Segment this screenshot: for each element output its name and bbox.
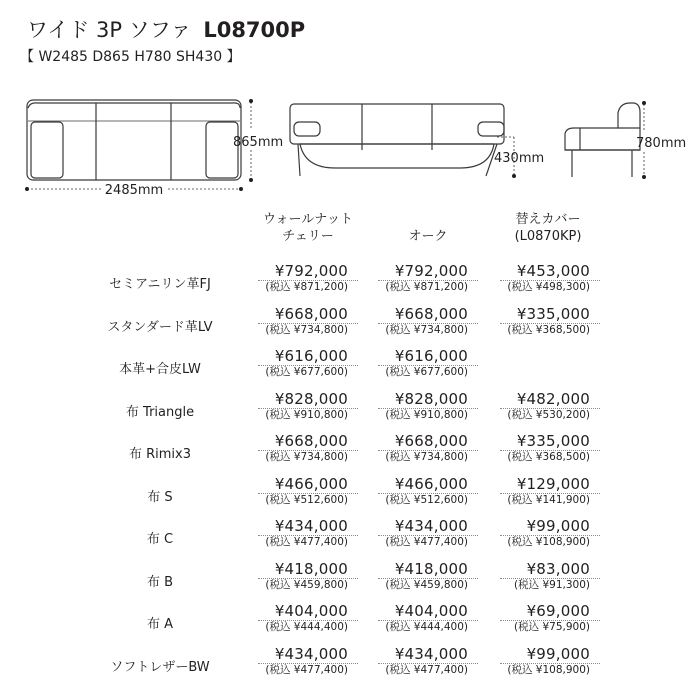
price-with-tax: (税込 ¥871,200): [385, 281, 468, 293]
price-with-tax: (税込 ¥530,200): [507, 408, 590, 421]
price-with-tax: (税込 ¥459,800): [385, 578, 468, 591]
price-cell: [470, 306, 590, 337]
price-cell: [348, 476, 468, 507]
price-cell: [228, 646, 348, 677]
price-with-tax: (税込 ¥498,300): [507, 281, 590, 293]
price-with-tax: (税込 ¥734,800): [385, 323, 468, 336]
dotted-rule: [500, 620, 600, 621]
price-with-tax: (税込 ¥75,900): [514, 621, 590, 633]
column-header-replacement-cover: 替えカバー (L0870KP): [514, 212, 582, 244]
dotted-rule: [500, 450, 600, 451]
price-cell: [228, 561, 348, 592]
price-cell: [348, 646, 468, 677]
price-cell: [228, 306, 348, 337]
price-with-tax: (税込 ¥477,400): [265, 536, 348, 548]
row-label: 布 C: [146, 532, 174, 547]
price: ¥616,000: [274, 347, 348, 365]
row-label: 布 S: [147, 489, 173, 505]
dotted-rule: [258, 535, 358, 536]
dotted-rule: [500, 323, 600, 324]
price-cell: [228, 476, 348, 507]
price-cell: [228, 433, 348, 464]
price: ¥668,000: [274, 432, 348, 450]
dotted-rule: [258, 408, 358, 409]
dotted-rule: [378, 493, 478, 494]
price-cell: [348, 433, 468, 464]
dotted-rule: [500, 578, 600, 579]
dotted-rule: [258, 450, 358, 451]
price: ¥482,000: [516, 389, 590, 408]
dotted-rule: [258, 663, 358, 664]
row-label: 布 A: [146, 617, 174, 632]
dotted-rule: [378, 365, 478, 366]
price: ¥434,000: [394, 644, 468, 663]
dotted-rule: [500, 408, 600, 409]
price-with-tax: (税込 ¥512,600): [385, 493, 468, 506]
price: ¥466,000: [274, 474, 348, 493]
price: ¥453,000: [516, 262, 590, 280]
price-cell: [228, 603, 348, 634]
price-cell: [348, 348, 468, 379]
price-cell: [470, 263, 590, 294]
price: ¥616,000: [394, 347, 468, 365]
row-label: 布 B: [146, 574, 174, 590]
price-with-tax: (税込 ¥910,800): [265, 408, 348, 421]
price: ¥434,000: [394, 517, 468, 535]
price: ¥418,000: [274, 559, 348, 578]
price-with-tax: (税込 ¥108,900): [507, 536, 590, 548]
dotted-rule: [500, 493, 600, 494]
price-with-tax: (税込 ¥734,800): [385, 451, 468, 463]
row-label: セミアニリン革FJ: [109, 277, 211, 292]
dotted-rule: [500, 280, 600, 281]
price-cell: [470, 433, 590, 464]
price-with-tax: (税込 ¥444,400): [265, 621, 348, 633]
price: ¥418,000: [394, 559, 468, 578]
dotted-rule: [258, 578, 358, 579]
row-label: 布 Triangle: [125, 404, 195, 420]
dotted-rule: [378, 578, 478, 579]
price-cell: [348, 518, 468, 549]
price: ¥792,000: [394, 262, 468, 280]
price-with-tax: (税込 ¥141,900): [507, 493, 590, 506]
price-with-tax: (税込 ¥459,800): [265, 578, 348, 591]
dotted-rule: [500, 663, 600, 664]
seat-height-label: 430mm: [494, 151, 545, 166]
price-cell: [348, 306, 468, 337]
row-label: 布 Rimix3: [128, 447, 192, 462]
dotted-rule: [378, 535, 478, 536]
dotted-rule: [500, 535, 600, 536]
price: ¥668,000: [394, 304, 468, 323]
price-cell: [470, 646, 590, 677]
row-label: 本革+合皮LW: [119, 362, 201, 377]
product-name: ワイド 3P ソファ: [27, 18, 192, 42]
dotted-rule: [378, 450, 478, 451]
price: ¥828,000: [394, 389, 468, 408]
row-label: スタンダード革LV: [107, 319, 213, 335]
price: ¥404,000: [274, 602, 348, 620]
price-with-tax: (税込 ¥734,800): [265, 323, 348, 336]
price-cell: [228, 263, 348, 294]
depth-label: 865mm: [233, 135, 284, 150]
price: ¥83,000: [526, 559, 590, 578]
dotted-rule: [378, 323, 478, 324]
price: ¥69,000: [526, 602, 590, 620]
price: ¥404,000: [394, 602, 468, 620]
price-cell: [348, 603, 468, 634]
price-with-tax: (税込 ¥444,400): [385, 621, 468, 633]
price-cell: [228, 518, 348, 549]
price-with-tax: (税込 ¥910,800): [385, 408, 468, 421]
price: ¥99,000: [526, 517, 590, 535]
price-cell: [348, 561, 468, 592]
price-with-tax: (税込 ¥871,200): [265, 281, 348, 293]
price: ¥668,000: [394, 432, 468, 450]
price-cell: [348, 263, 468, 294]
price: ¥129,000: [516, 474, 590, 493]
row-label: ソフトレザーBW: [110, 659, 210, 675]
dotted-rule: [258, 280, 358, 281]
price-cell: [470, 391, 590, 422]
dotted-rule: [378, 663, 478, 664]
price-with-tax: (税込 ¥477,400): [265, 663, 348, 676]
dotted-rule: [258, 493, 358, 494]
price: ¥434,000: [274, 517, 348, 535]
price-cell: [470, 603, 590, 634]
price-with-tax: (税込 ¥477,400): [385, 536, 468, 548]
dotted-rule: [258, 323, 358, 324]
price-with-tax: (税込 ¥108,900): [507, 663, 590, 676]
price: ¥335,000: [516, 432, 590, 450]
price: ¥335,000: [516, 304, 590, 323]
price-cell: [470, 476, 590, 507]
price-with-tax: (税込 ¥677,600): [385, 366, 468, 378]
price-with-tax: (税込 ¥677,600): [265, 366, 348, 378]
dotted-rule: [378, 280, 478, 281]
product-model: L08700P: [203, 18, 306, 42]
price-cell: [470, 561, 590, 592]
price-cell: [228, 348, 348, 379]
price: ¥792,000: [274, 262, 348, 280]
price-with-tax: (税込 ¥477,400): [385, 663, 468, 676]
dotted-rule: [258, 620, 358, 621]
column-header-walnut-cherry: ウォールナット チェリー: [263, 212, 353, 244]
price-with-tax: (税込 ¥368,500): [507, 323, 590, 336]
dotted-rule: [378, 620, 478, 621]
price-with-tax: (税込 ¥368,500): [507, 451, 590, 463]
price: ¥828,000: [274, 389, 348, 408]
price-cell: [348, 391, 468, 422]
price-with-tax: (税込 ¥512,600): [265, 493, 348, 506]
height-label: 780mm: [636, 136, 687, 151]
price: ¥434,000: [274, 644, 348, 663]
price-with-tax: (税込 ¥734,800): [265, 451, 348, 463]
price: ¥466,000: [394, 474, 468, 493]
width-label: 2485mm: [104, 183, 164, 198]
price: ¥99,000: [526, 644, 590, 663]
dotted-rule: [378, 408, 478, 409]
price-with-tax: (税込 ¥91,300): [514, 578, 590, 591]
price-cell: [228, 391, 348, 422]
price: ¥668,000: [274, 304, 348, 323]
column-header-oak: オーク: [408, 229, 448, 244]
product-dimensions: 【 W2485 D865 H780 SH430 】: [20, 49, 241, 65]
dotted-rule: [258, 365, 358, 366]
price-cell: [470, 518, 590, 549]
